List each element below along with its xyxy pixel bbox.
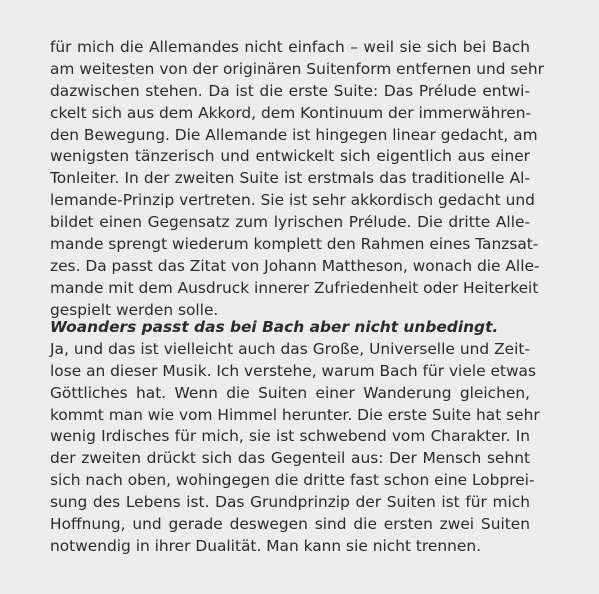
text-line: lemande-Prinzip vertreten. Sie ist sehr akkordisch gedacht und bbox=[50, 191, 535, 210]
text-line: den Bewegung. Die Allemande ist hingegen linear gedacht, am bbox=[50, 125, 538, 144]
text-line: sung des Lebens ist. Das Grundprinzip der Suiten ist für mich bbox=[50, 493, 530, 512]
text-line: für mich die Allemandes nicht einfach – weil sie sich bei Bach bbox=[50, 38, 530, 56]
text-line: zes. Da passt das Zitat von Johann Mattheson, wonach die Alle- bbox=[50, 256, 540, 275]
text-line: Tonleiter. In der zweiten Suite ist erstmals das traditionelle Al- bbox=[50, 169, 530, 188]
text-line: mande mit dem Ausdruck innerer Zufriedenheit oder Heiterkeit bbox=[50, 278, 539, 297]
text-line: Göttliches hat. Wenn die Suiten einer Wanderung gleichen, bbox=[50, 383, 530, 402]
text-line: dazwischen stehen. Da ist die erste Suite: Das Prélude entwi- bbox=[50, 81, 530, 100]
text-line: lose an dieser Musik. Ich verstehe, warum Bach für viele etwas bbox=[50, 361, 536, 380]
text-line: sich nach oben, wohingegen die dritte fast schon eine Lobprei- bbox=[50, 471, 535, 490]
text-line: kommt man wie vom Himmel herunter. Die erste Suite hat sehr bbox=[50, 405, 540, 424]
text-line: der zweiten drückt sich das Gegenteil aus: Der Mensch sehnt bbox=[50, 449, 530, 468]
interview-section bbox=[50, 317, 540, 558]
interview-question: Woanders passt das bei Bach aber nicht unbedingt. bbox=[50, 318, 499, 336]
text-line: bildet einen Gegensatz zum lyrischen Prélude. Die dritte Alle- bbox=[50, 213, 530, 232]
text-line: mande sprengt wiederum komplett den Rahmen eines Tanzsat- bbox=[50, 235, 539, 254]
answer-paragraph-1 bbox=[50, 37, 544, 322]
text-line: ckelt sich aus dem Akkord, dem Kontinuum der immerwähren- bbox=[50, 103, 532, 122]
text-line: notwendig in ihrer Dualität. Man kann sie nicht trennen. bbox=[50, 536, 482, 555]
text-line: wenigsten tänzerisch und entwickelt sich eigentlich aus einer bbox=[50, 147, 530, 166]
text-line: gespielt werden solle. bbox=[50, 300, 219, 319]
text-line: Ja, und das ist vielleicht auch das Große, Universelle und Zeit- bbox=[50, 339, 530, 358]
text-line: wenig Irdisches für mich, sie ist schwebend vom Charakter. In bbox=[50, 427, 530, 446]
text-line: Hoffnung, und gerade deswegen sind die ersten zwei Suiten bbox=[50, 515, 530, 534]
text-line: am weitesten von der originären Suitenform entfernen und sehr bbox=[50, 59, 544, 78]
